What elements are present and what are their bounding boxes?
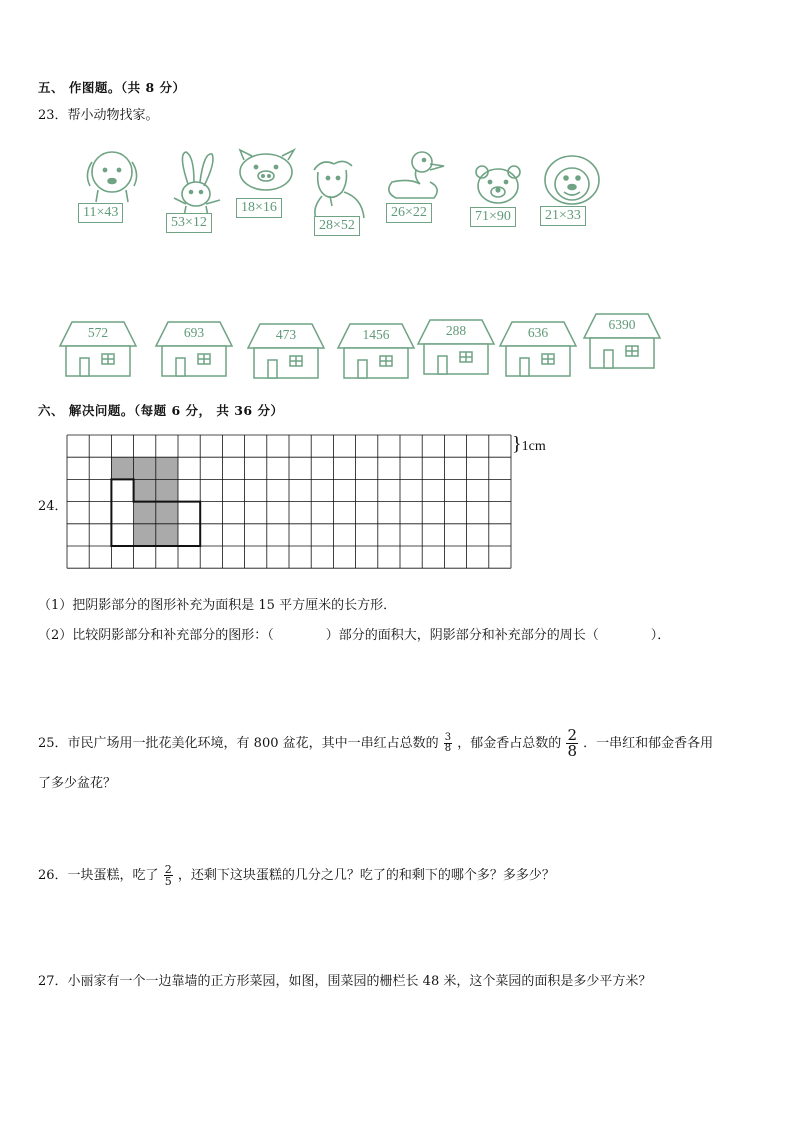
question-25-continued: 了多少盆花？: [38, 776, 117, 791]
monkey-sign: 21×33: [540, 206, 586, 226]
house-2: [154, 318, 234, 380]
house-4: [336, 320, 416, 382]
shaded-cell: [156, 479, 178, 501]
unit-text: 1cm: [521, 439, 546, 454]
house-6: [498, 318, 578, 380]
question-23: 23．帮小动物找家。: [38, 108, 159, 123]
pig-sign: 18×16: [236, 198, 282, 218]
house-number: 6390: [608, 317, 636, 332]
question-24-number: 24．: [38, 499, 68, 514]
house-7: [582, 310, 662, 372]
section-6-title: 六、 解决问题。（每题 6 分， 共 36 分）: [38, 403, 284, 418]
house-3: [246, 320, 326, 382]
duck-animal: [380, 148, 452, 228]
dog-sign: 11×43: [78, 203, 123, 223]
animals-row: [60, 148, 660, 248]
houses-row: [0, 310, 794, 380]
shaded-cell: [134, 457, 156, 479]
shaded-cell: [134, 524, 156, 546]
shaded-cell: [156, 502, 178, 524]
house-5: [416, 316, 496, 378]
house-number: 288: [445, 323, 467, 338]
question-24-part-1: （1）把阴影部分的图形补充为面积是 15 平方厘米的长方形．: [38, 598, 397, 613]
section-5-title: 五、 作图题。（共 8 分）: [38, 80, 186, 95]
goat-sign: 28×52: [314, 216, 360, 236]
duck-sign: 26×22: [386, 203, 432, 223]
pig-animal: [234, 148, 304, 228]
shaded-cell: [134, 502, 156, 524]
bear-animal: [468, 162, 540, 242]
question-27: 27．小丽家有一个一边靠墙的正方形菜园，如图，围菜园的栅栏长 48 米，这个菜园的面积是多少平方米？: [38, 974, 652, 989]
shaded-cell: [111, 457, 133, 479]
square-grid: [66, 434, 546, 576]
house-1: [58, 318, 138, 380]
bear-sign: 71×90: [470, 207, 516, 227]
dog-animal: [74, 148, 144, 228]
question-26: 26．一块蛋糕，吃了 $\frac{2}{5}$ ，还剩下这块蛋糕的几分之几？吃了的和剩下的哪个多？多多少？: [38, 863, 555, 888]
grid-unit-label: [512, 434, 546, 455]
question-24-part-2: （2）比较阴影部分和补充部分的图形：（ ）部分的面积大，阴影部分和补充部分的周长（ ）．: [38, 628, 671, 643]
brace-icon: }: [512, 433, 522, 455]
shaded-cell: [156, 457, 178, 479]
fraction-two-fifths: $\frac{2}{5}$: [164, 863, 172, 888]
house-number: 572: [87, 325, 109, 340]
rabbit-animal: [164, 148, 234, 238]
fraction-three-eighths: $\frac{3}{8}$: [444, 732, 452, 754]
question-25: 25．市民广场用一批花美化环境，有 800 盆花，其中一串红占总数的 $\frac{3}{8}$ ，郁金香占总数的 $\frac{2}{8}$ ．一串红和郁金香各用: [38, 726, 714, 760]
house-number: 473: [275, 327, 297, 342]
shaded-cell: [134, 479, 156, 501]
rabbit-sign: 53×12: [166, 213, 212, 233]
goat-animal: [304, 156, 374, 246]
house-number: 693: [183, 325, 205, 340]
shaded-cell: [156, 524, 178, 546]
house-number: 1456: [362, 327, 390, 342]
monkey-animal: [538, 154, 610, 234]
fraction-two-eighths: $\frac{2}{8}$: [567, 726, 577, 760]
bear-icon: [468, 162, 540, 242]
house-number: 636: [527, 325, 549, 340]
